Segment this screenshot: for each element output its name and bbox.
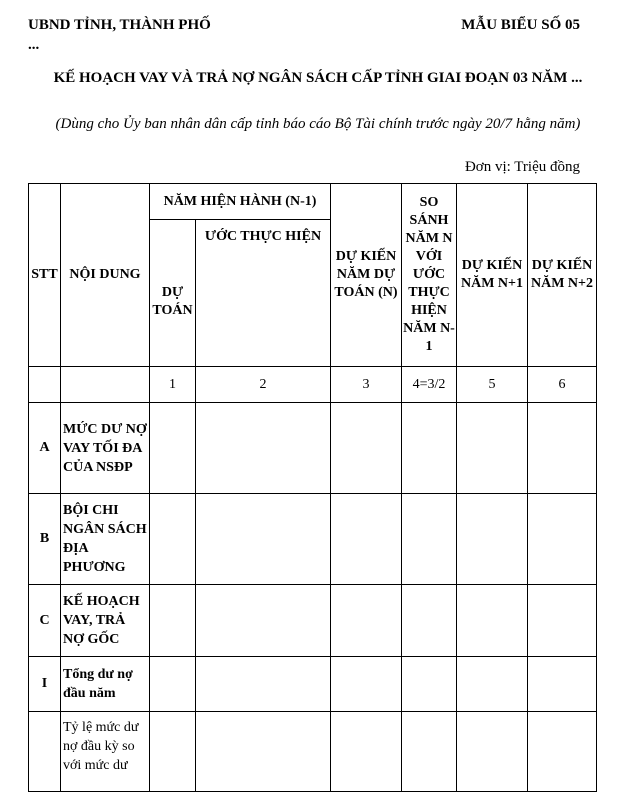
header-noi-dung: NỘI DUNG — [61, 184, 150, 367]
data-cell — [457, 712, 528, 792]
header-du-kien-n1: DỰ KIẾN NĂM N+1 — [457, 184, 528, 367]
data-cell — [528, 494, 597, 585]
table-row — [29, 712, 597, 792]
header-du-kien-nam-du-toan: DỰ KIẾN NĂM DỰ TOÁN (N) — [331, 184, 402, 367]
row-stt: C — [29, 585, 61, 657]
data-cell — [457, 657, 528, 712]
header-stt: STT — [29, 184, 61, 367]
column-number-blank — [61, 367, 150, 403]
column-number-blank — [29, 367, 61, 403]
loan-plan-table — [28, 183, 597, 792]
data-cell — [150, 494, 196, 585]
data-cell — [331, 712, 402, 792]
column-number: 3 — [331, 367, 402, 403]
header-so-sanh: SO SÁNH NĂM N VỚI ƯỚC THỰC HIỆN NĂM N-1 — [402, 184, 457, 367]
row-content: MỨC DƯ NỢ VAY TỐI ĐA CỦA NSĐP — [61, 403, 150, 494]
table-row — [29, 494, 597, 585]
row-content: Tỷ lệ mức dư nợ đầu kỳ so với mức dư — [61, 712, 150, 792]
form-number: MẪU BIỂU SỐ 05 — [461, 17, 580, 33]
data-cell — [331, 657, 402, 712]
data-cell — [331, 585, 402, 657]
column-number-row — [29, 367, 597, 403]
header-row-1 — [29, 184, 597, 220]
table-row — [29, 657, 597, 712]
data-cell — [150, 403, 196, 494]
data-cell — [457, 403, 528, 494]
data-cell — [331, 494, 402, 585]
data-cell — [331, 403, 402, 494]
organization-name: UBND TỈNH, THÀNH PHỐ ... — [28, 17, 211, 53]
table-row — [29, 585, 597, 657]
data-cell — [402, 657, 457, 712]
row-stt: A — [29, 403, 61, 494]
data-cell — [196, 712, 331, 792]
row-stt: B — [29, 494, 61, 585]
document-subtitle: (Dùng cho Ủy ban nhân dân cấp tỉnh báo cáo Bộ Tài chính trước ngày 20/7 hằng năm) — [55, 116, 581, 132]
column-number: 5 — [457, 367, 528, 403]
data-cell — [196, 403, 331, 494]
row-content: KẾ HOẠCH VAY, TRẢ NỢ GỐC — [61, 585, 150, 657]
data-cell — [402, 494, 457, 585]
data-cell — [528, 585, 597, 657]
data-cell — [150, 585, 196, 657]
column-number: 2 — [196, 367, 331, 403]
data-cell — [528, 657, 597, 712]
header-du-toan: DỰ TOÁN — [150, 220, 196, 367]
data-cell — [528, 403, 597, 494]
row-stt: I — [29, 657, 61, 712]
data-cell — [402, 585, 457, 657]
row-stt — [29, 712, 61, 792]
column-number: 6 — [528, 367, 597, 403]
data-cell — [402, 712, 457, 792]
header-uoc-thuc-hien: ƯỚC THỰC HIỆN — [196, 220, 331, 367]
column-number: 1 — [150, 367, 196, 403]
data-cell — [196, 585, 331, 657]
data-cell — [150, 657, 196, 712]
unit-label: Đơn vị: Triệu đồng — [464, 159, 580, 175]
header-du-kien-n2: DỰ KIẾN NĂM N+2 — [528, 184, 597, 367]
column-number: 4=3/2 — [402, 367, 457, 403]
data-cell — [196, 494, 331, 585]
header-nam-hien-hanh: NĂM HIỆN HÀNH (N-1) — [150, 184, 331, 220]
data-cell — [196, 657, 331, 712]
document-title: KẾ HOẠCH VAY VÀ TRẢ NỢ NGÂN SÁCH CẤP TỈNH GIAI ĐOẠN 03 NĂM ... — [53, 70, 583, 86]
row-content: BỘI CHI NGÂN SÁCH ĐỊA PHƯƠNG — [61, 494, 150, 585]
data-cell — [528, 712, 597, 792]
data-cell — [402, 403, 457, 494]
row-content: Tổng dư nợ đầu năm — [61, 657, 150, 712]
data-cell — [457, 494, 528, 585]
data-cell — [457, 585, 528, 657]
table-row — [29, 403, 597, 494]
data-cell — [150, 712, 196, 792]
